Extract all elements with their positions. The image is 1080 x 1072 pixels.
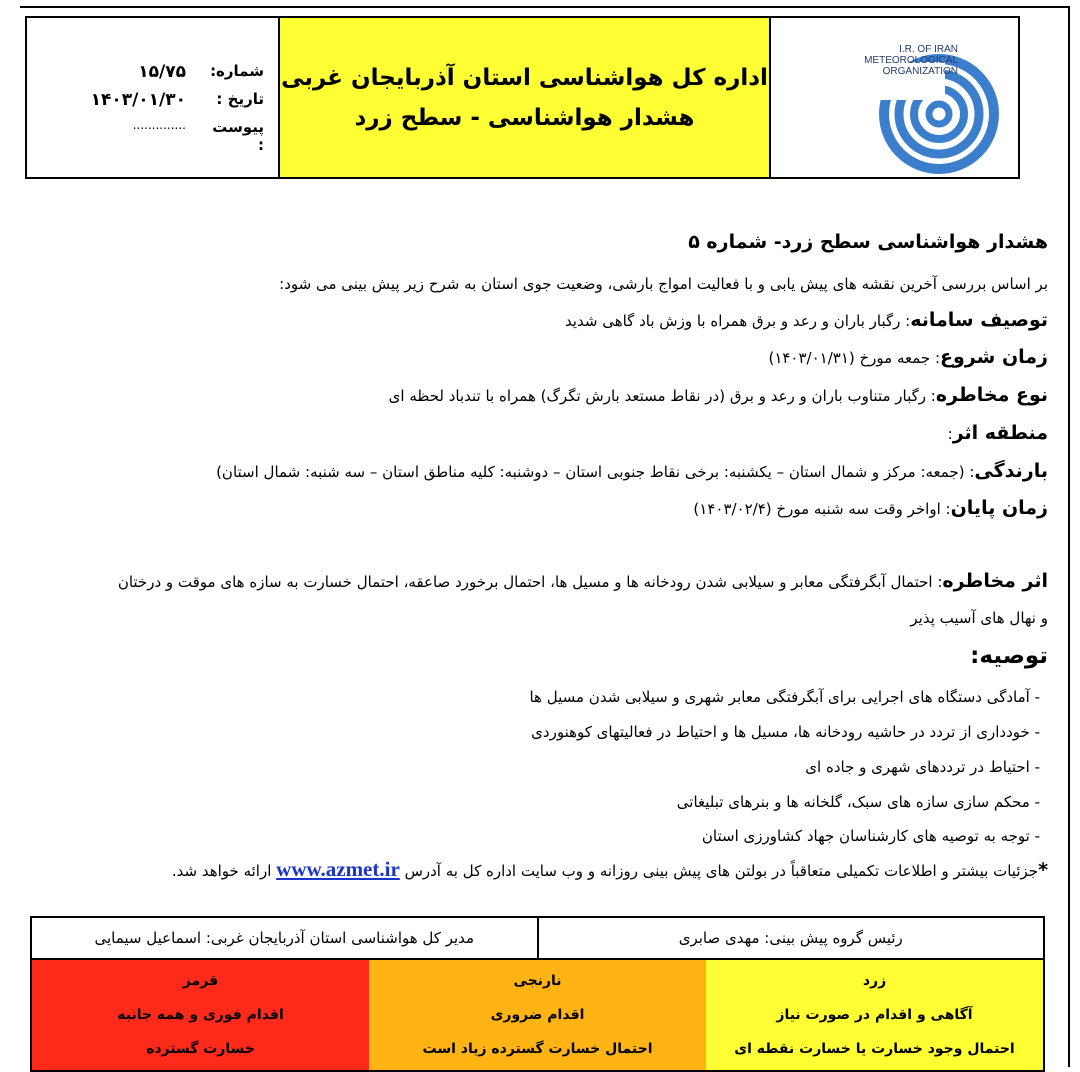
advice-item: - خودداری از تردد در حاشیه رودخانه ها، مسیل ها و احتیاط در فعالیتهای کوهنوردی (531, 723, 1040, 741)
attachment-value: .............. (132, 118, 186, 132)
intro-text: بر اساس بررسی آخرین نقشه های پیش یابی و با فعالیت امواج بارشی، وضعیت جوی استان به شرح زیر پیش بینی می شود: (279, 275, 1048, 293)
hazard-type: نوع مخاطره: رگبار متناوب باران و رعد و برق (در نقاط مستعد بارش تگرگ) همراه با تندباد لحظه ای (388, 384, 1048, 406)
document-number: ۱۵/۷۵ (138, 62, 186, 82)
advice-item: - محکم سازی سازه های سبک، گلخانه ها و بنرهای تبلیغاتی (676, 793, 1040, 811)
warning-levels-row (32, 960, 1043, 1070)
logo-area (771, 18, 1018, 177)
document-meta (27, 18, 280, 177)
level-yellow: زرد آگاهی و اقدام در صورت نیاز احتمال وجود خسارت یا خسارت نقطه ای (706, 960, 1043, 1070)
hazard-impact: اثر مخاطره: احتمال آبگرفتگی معابر و سیلابی شدن رودخانه ها و مسیل ها، احتمال برخورد صاعقه، احتمال خسارت به سازه های موقت و درختان (117, 570, 1048, 592)
director-cell: مدیر کل هواشناسی استان آذربایجان غربی: اسماعیل سیمایی (94, 929, 475, 947)
document-date: ۱۴۰۳/۰۱/۳۰ (90, 90, 186, 110)
system-description: توصیف سامانه: رگبار باران و رعد و برق همراه با وزش باد گاهی شدید (564, 309, 1048, 331)
level-orange: نارنجی اقدام ضروری احتمال خسارت گسترده زیاد است (369, 960, 706, 1070)
affected-region: منطقه اثر: (947, 422, 1048, 444)
advice-heading: توصیه: (970, 643, 1048, 669)
advice-item: - آمادگی دستگاه های اجرایی برای آبگرفتگی معابر شهری و سیلابی شدن مسیل ها (529, 688, 1040, 706)
document-header (25, 16, 1020, 179)
logo-caption: I.R. OF IRAN METEOROLOGICAL ORGANIZATION (864, 44, 958, 77)
page-border-right (1068, 6, 1070, 1067)
advice-item: - توجه به توصیه های کارشناسان جهاد کشاورزی استان (701, 827, 1040, 845)
start-time: زمان شروع: جمعه مورخ (۱۴۰۳/۰۱/۳۱) (768, 346, 1048, 368)
signature-and-levels-table (30, 916, 1045, 1072)
warning-subtitle: هشدار هواشناسی - سطح زرد (354, 104, 695, 131)
signature-row (32, 918, 1043, 960)
rainfall-schedule: بارندگی: (جمعه: مرکز و شمال استان – یکشنبه: برخی نقاط جنوبی استان – دوشنبه: کلیه مناطق استان – سه شنبه: شمال استان) (216, 460, 1048, 482)
advice-item: - احتیاط در ترددهای شهری و جاده ای (805, 758, 1040, 776)
end-time: زمان پایان: اواخر وقت سه شنبه مورخ (۱۴۰۳/۰۲/۴) (693, 497, 1048, 519)
header-title-box (280, 18, 771, 177)
forecast-head-cell: رئیس گروه پیش بینی: مهدی صابری (537, 918, 1044, 958)
date-row: تاریخ : ۱۴۰۳/۰۱/۳۰ (90, 90, 264, 110)
website-link[interactable]: www.azmet.ir (276, 857, 400, 881)
hazard-impact-continued: و نهال های آسیب پذیر (910, 609, 1048, 627)
organization-title: اداره کل هواشناسی استان آذربایجان غربی (281, 64, 768, 91)
warning-heading: هشدار هواشناسی سطح زرد- شماره ۵ (688, 231, 1048, 253)
more-info-note: *جزئیات بیشتر و اطلاعات تکمیلی متعاقباً در بولتن های پیش بینی روزانه و وب سایت اداره کل به آدرس www.azmet.ir ارائه خواهد شد. (171, 857, 1048, 881)
level-red: قرمز اقدام فوری و همه جانبه خسارت گسترده (32, 960, 369, 1070)
page-border-top (20, 6, 1070, 8)
attachment-row: پیوست : .............. (132, 118, 264, 154)
number-row: شماره: ۱۵/۷۵ (138, 62, 264, 82)
